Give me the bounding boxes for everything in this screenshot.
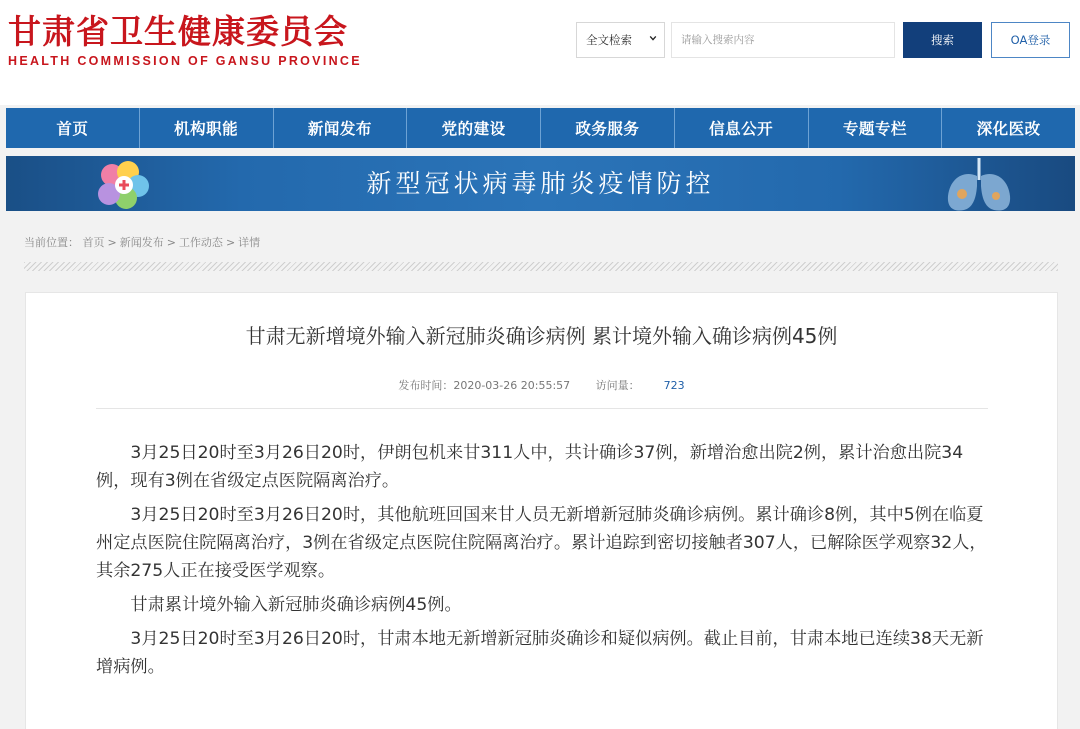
- nav-item-topics[interactable]: 专题专栏: [809, 108, 943, 148]
- nav-item-disclosure[interactable]: 信息公开: [675, 108, 809, 148]
- site-logo-en: HEALTH COMMISSION OF GANSU PROVINCE: [8, 54, 362, 68]
- article-paragraph: 3月25日20时至3月26日20时，其他航班回国来甘人员无新增新冠肺炎确诊病例。累计确诊8例，其中5例在临夏州定点医院住院隔离治疗，3例在省级定点医院住院隔离治疗。累计追踪到密切接触者307人，已解除医学观察32人，其余275人正在接受医学观察。: [96, 505, 987, 581]
- search-button[interactable]: 搜索: [903, 22, 982, 58]
- hatch-divider: [24, 262, 1058, 271]
- article-panel: [25, 292, 1058, 729]
- article-body: [96, 439, 991, 687]
- search-input[interactable]: [671, 22, 895, 58]
- site-header: [0, 0, 1080, 105]
- chevron-down-icon: [649, 34, 657, 42]
- article-paragraph: 3月25日20时至3月26日20时，甘肃本地无新增新冠肺炎确诊和疑似病例。截止目前，甘肃本地已连续38天无新增病例。: [96, 629, 984, 677]
- site-logo-cn[interactable]: 甘肃省卫生健康委员会: [8, 12, 348, 51]
- breadcrumb-separator: >: [225, 236, 236, 249]
- nav-item-services[interactable]: 政务服务: [541, 108, 675, 148]
- breadcrumb-item-current: 详情: [238, 236, 261, 249]
- lungs-icon: [934, 156, 1024, 211]
- main-nav: [6, 108, 1075, 148]
- nav-item-news[interactable]: 新闻发布: [274, 108, 408, 148]
- search-scope-select[interactable]: [576, 22, 665, 58]
- breadcrumb-separator: >: [107, 236, 117, 249]
- article-paragraph: 甘肃累计境外输入新冠肺炎确诊病例45例。: [130, 595, 462, 615]
- article-title: 甘肃无新增境外输入新冠肺炎确诊病例 累计境外输入确诊病例45例: [245, 324, 838, 348]
- article-meta: [26, 377, 1057, 393]
- views-label: 访问量：: [595, 379, 640, 392]
- breadcrumb-separator: >: [166, 236, 176, 249]
- search-scope-label: 全文检索: [586, 33, 632, 47]
- nav-item-functions[interactable]: 机构职能: [140, 108, 274, 148]
- breadcrumb-item-news[interactable]: 新闻发布: [119, 236, 164, 249]
- publish-time-label: 发布时间：: [398, 379, 454, 392]
- view-count: 723: [663, 379, 685, 392]
- oa-login-button[interactable]: OA登录: [991, 22, 1070, 58]
- nav-item-home[interactable]: 首页: [6, 108, 140, 148]
- publish-time: 2020-03-26 20:55:57: [453, 379, 571, 392]
- epidemic-banner[interactable]: [6, 156, 1075, 211]
- nav-item-reform[interactable]: 深化医改: [976, 120, 1041, 138]
- article-paragraph: 3月25日20时至3月26日20时，伊朗包机来甘311人中，共计确诊37例，新增治愈出院2例，累计治愈出院34例，现有3例在省级定点医院隔离治疗。: [96, 443, 964, 491]
- article-divider: [96, 408, 988, 409]
- breadcrumb-item-home[interactable]: 首页: [82, 236, 105, 249]
- banner-title: 新型冠状病毒肺炎疫情防控: [366, 169, 715, 198]
- breadcrumb: [24, 234, 260, 250]
- breadcrumb-label: 当前位置：: [24, 236, 79, 249]
- nav-item-party[interactable]: 党的建设: [407, 108, 541, 148]
- breadcrumb-item-work[interactable]: 工作动态: [178, 236, 223, 249]
